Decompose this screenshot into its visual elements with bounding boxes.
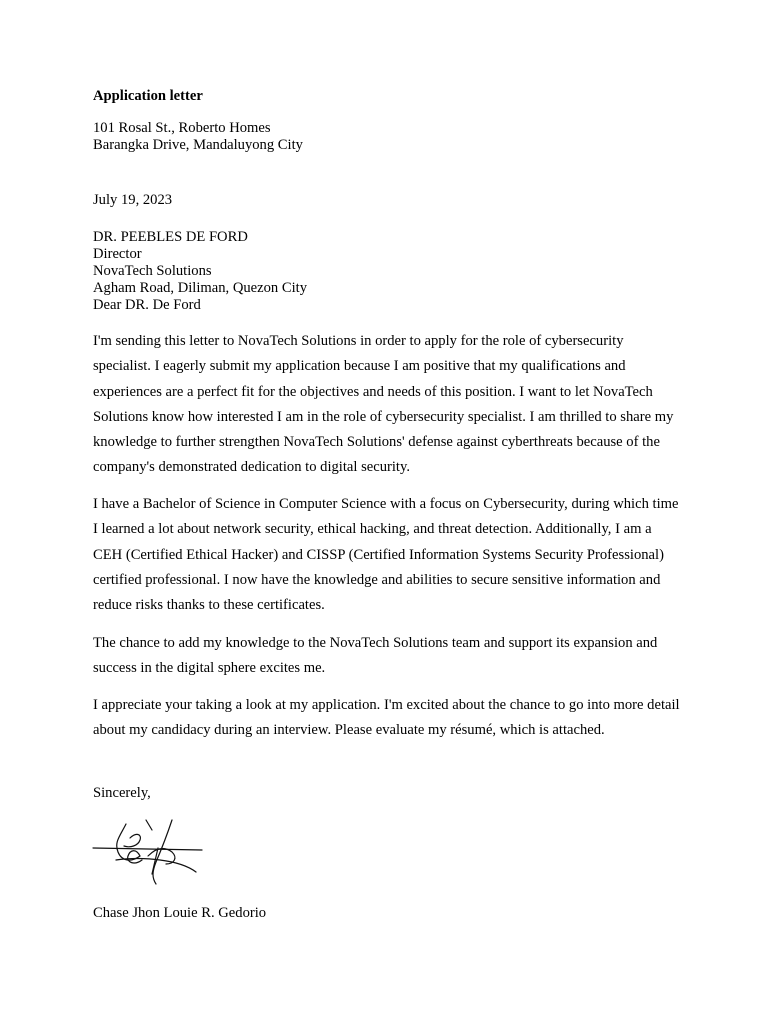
recipient-position: Director	[93, 246, 142, 262]
body-paragraph: The chance to add my knowledge to the NovaTech Solutions team and support its expansion and success in the digital sphere excites me.	[93, 635, 658, 677]
letter-date: July 19, 2023	[93, 192, 173, 208]
closing: Sincerely,	[93, 785, 151, 801]
sender-address-line: Barangka Drive, Mandaluyong City	[93, 137, 303, 153]
body-paragraph: I appreciate your taking a look at my application. I'm excited about the chance to go into more detail about my candidacy during an interview. Please evaluate my résumé, which is attached.	[93, 697, 680, 739]
recipient-name: DR. PEEBLES DE FORD	[93, 229, 248, 245]
letter-title: Application letter	[93, 88, 203, 104]
handwritten-signature	[90, 818, 208, 890]
recipient-address: Agham Road, Diliman, Quezon City	[93, 280, 308, 296]
recipient-company: NovaTech Solutions	[93, 263, 212, 279]
sender-address-line: 101 Rosal St., Roberto Homes	[93, 120, 271, 136]
signer-name: Chase Jhon Louie R. Gedorio	[93, 905, 267, 921]
body-paragraph: I'm sending this letter to NovaTech Solutions in order to apply for the role of cybersecurity specialist. I eagerly submit my application because I am positive that my qualifications and experiences are a perfect fit for the objectives and needs of this position. I want to let NovaTech Solutions know how interested I am in the role of cybersecurity specialist. I am thrilled to share my knowledge to further strengthen NovaTech Solutions' defense against cyberthreats because of the company's demonstrated dedication to digital security.	[93, 333, 674, 476]
body-paragraph: I have a Bachelor of Science in Computer Science with a focus on Cybersecurity, during which time I learned a lot about network security, ethical hacking, and threat detection. Additionally, I am a CEH (Certified Ethical Hacker) and CISSP (Certified Information Systems Security Professional) certified professional. I now have the knowledge and abilities to secure sensitive information and reduce risks thanks to these certificates.	[93, 496, 679, 614]
salutation: Dear DR. De Ford	[93, 297, 201, 313]
recipient-block	[93, 229, 307, 314]
sender-address	[93, 120, 303, 154]
